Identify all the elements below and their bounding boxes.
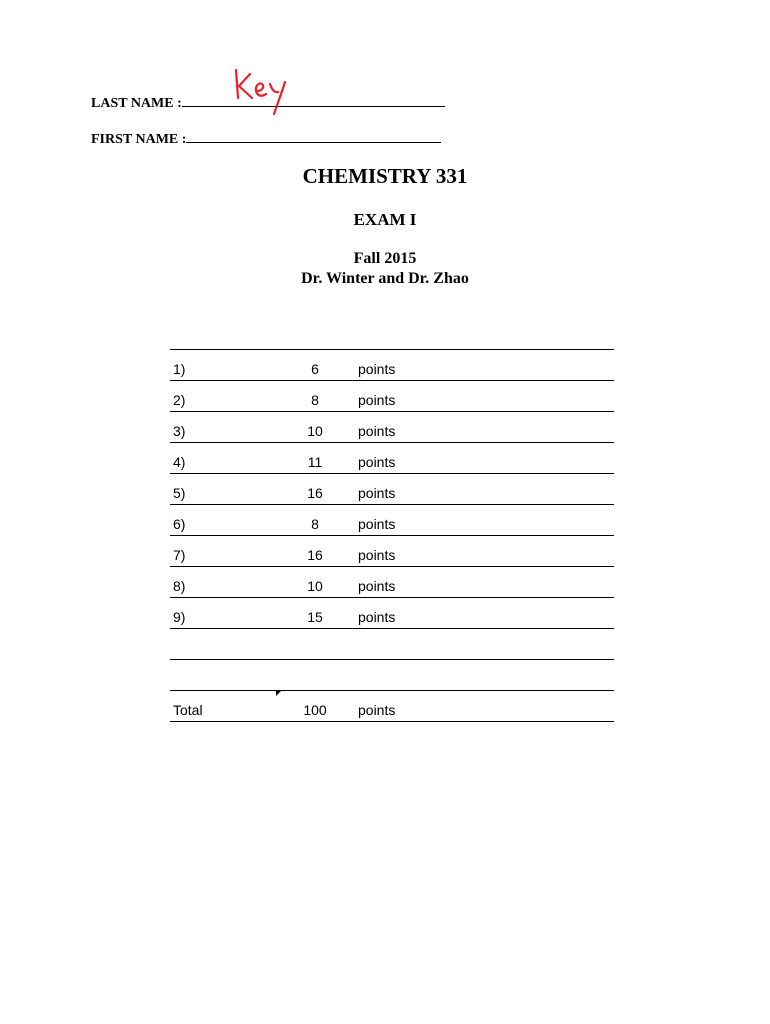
- points-unit: points: [358, 702, 396, 718]
- question-number: 2): [173, 392, 186, 408]
- table-row: [170, 442, 614, 473]
- question-points: 6: [311, 361, 319, 377]
- last-name-blank[interactable]: [182, 94, 445, 107]
- last-name-label: LAST NAME :: [91, 96, 182, 111]
- points-unit: points: [358, 609, 396, 625]
- table-row: [170, 473, 614, 504]
- points-unit: points: [358, 392, 396, 408]
- question-number: 5): [173, 485, 186, 501]
- total-points: 100: [303, 702, 327, 718]
- empty-row-rule: [170, 659, 614, 660]
- question-points: 16: [307, 547, 323, 563]
- table-row: [170, 380, 614, 411]
- points-unit: points: [358, 485, 396, 501]
- first-name-line: [91, 130, 441, 148]
- points-unit: points: [358, 423, 396, 439]
- question-points: 16: [307, 485, 323, 501]
- row-rule: [170, 628, 614, 629]
- handwritten-key-annotation: [228, 64, 292, 120]
- question-points: 11: [307, 454, 323, 470]
- table-row: [170, 504, 614, 535]
- question-number: 9): [173, 609, 186, 625]
- table-row: [170, 349, 614, 380]
- table-row: [170, 411, 614, 442]
- question-number: 1): [173, 361, 186, 377]
- total-row: [170, 690, 614, 721]
- question-points: 8: [311, 516, 319, 532]
- question-number: 3): [173, 423, 186, 439]
- question-points: 10: [307, 578, 323, 594]
- question-number: 4): [173, 454, 186, 470]
- points-unit: points: [358, 578, 396, 594]
- total-label: Total: [173, 702, 203, 718]
- course-title: CHEMISTRY 331: [302, 164, 468, 188]
- exam-term: Fall 2015: [353, 250, 417, 267]
- points-unit: points: [358, 454, 396, 470]
- points-unit: points: [358, 516, 396, 532]
- table-row: [170, 566, 614, 597]
- first-name-blank[interactable]: [186, 130, 441, 143]
- question-number: 8): [173, 578, 186, 594]
- question-number: 6): [173, 516, 186, 532]
- question-points: 15: [307, 609, 323, 625]
- points-unit: points: [358, 547, 396, 563]
- table-bottom-rule: [170, 721, 614, 722]
- exam-title: EXAM I: [353, 210, 417, 229]
- first-name-label: FIRST NAME :: [91, 132, 187, 147]
- table-row: [170, 535, 614, 566]
- exam-instructors: Dr. Winter and Dr. Zhao: [301, 270, 469, 287]
- table-row: [170, 597, 614, 628]
- question-points: 8: [311, 392, 319, 408]
- question-points: 10: [307, 423, 323, 439]
- points-unit: points: [358, 361, 396, 377]
- question-number: 7): [173, 547, 186, 563]
